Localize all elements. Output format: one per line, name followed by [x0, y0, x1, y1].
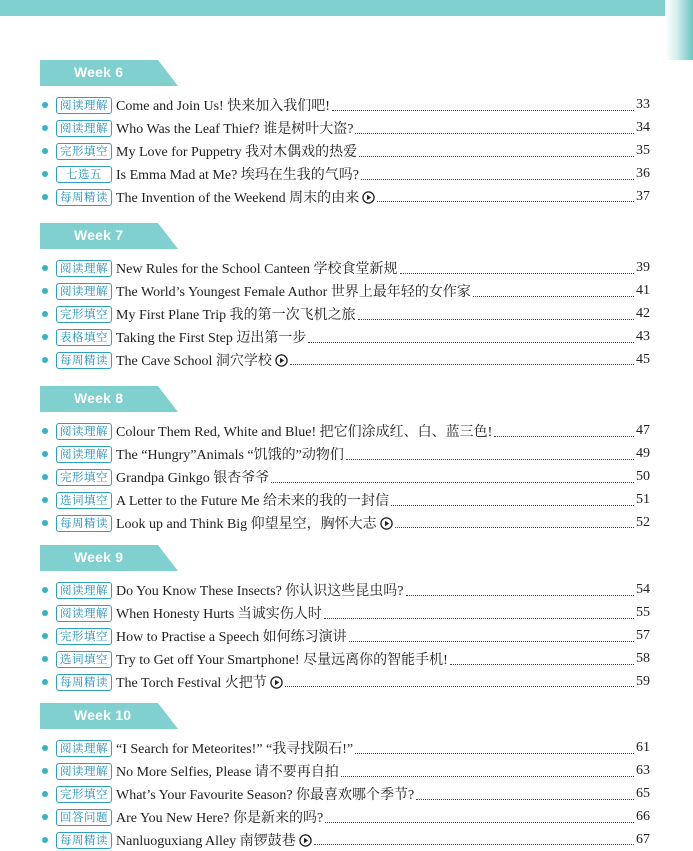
toc-entry[interactable] — [40, 140, 650, 163]
page-number[interactable]: 39 — [636, 260, 650, 276]
audio-play-icon — [380, 517, 393, 530]
dot-leader — [450, 663, 634, 665]
page-number[interactable]: 66 — [636, 809, 650, 825]
exercise-type-badge: 完形填空 — [56, 628, 112, 645]
exercise-type-badge: 每周精读 — [56, 832, 112, 849]
week-tab — [40, 386, 180, 412]
bullet-dot-icon — [42, 656, 48, 662]
exercise-type-badge: 完形填空 — [56, 143, 112, 160]
week-label: Week 8 — [74, 390, 124, 406]
exercise-type-badge: 阅读理解 — [56, 97, 112, 114]
dot-leader — [416, 798, 634, 800]
audio-play-icon — [270, 676, 283, 689]
exercise-type-badge: 阅读理解 — [56, 446, 112, 463]
exercise-type-badge: 选词填空 — [56, 651, 112, 668]
week-section — [40, 703, 650, 851]
bullet-dot-icon — [42, 428, 48, 434]
dot-leader — [377, 200, 634, 202]
entry-list — [40, 737, 650, 851]
dot-leader — [349, 640, 634, 642]
entry-title[interactable]: No More Selfies, Please 请不要再自拍 — [116, 765, 339, 781]
bullet-dot-icon — [42, 148, 48, 154]
entry-list — [40, 94, 650, 208]
dot-leader — [395, 526, 634, 528]
exercise-type-badge: 每周精读 — [56, 515, 112, 532]
bullet-dot-icon — [42, 102, 48, 108]
exercise-type-badge: 阅读理解 — [56, 740, 112, 757]
page-number[interactable]: 41 — [636, 283, 650, 299]
page-number[interactable]: 67 — [636, 832, 650, 847]
page-number[interactable]: 34 — [636, 120, 650, 136]
page-number[interactable]: 63 — [636, 763, 650, 779]
entry-list — [40, 420, 650, 534]
toc-entry[interactable] — [40, 602, 650, 625]
toc-entry[interactable] — [40, 737, 650, 760]
entry-title[interactable]: The World’s Youngest Female Author 世界上最年轻的女作家 — [116, 285, 471, 301]
week-label: Week 10 — [74, 707, 132, 723]
exercise-type-badge: 阅读理解 — [56, 763, 112, 780]
audio-play-icon — [362, 191, 375, 204]
dot-leader — [341, 775, 634, 777]
entry-title[interactable]: Look up and Think Big 仰望星空，胸怀大志 — [116, 517, 377, 532]
toc-entry[interactable] — [40, 257, 650, 280]
page-number[interactable]: 65 — [636, 786, 650, 802]
toc-entry[interactable] — [40, 466, 650, 489]
audio-play-icon — [275, 354, 288, 367]
bullet-dot-icon — [42, 194, 48, 200]
dot-leader — [473, 295, 634, 297]
bullet-dot-icon — [42, 288, 48, 294]
dot-leader — [494, 435, 634, 437]
week-section — [40, 223, 650, 371]
page-number[interactable]: 45 — [636, 352, 650, 367]
toc-entry[interactable] — [40, 303, 650, 326]
page-number[interactable]: 59 — [636, 674, 650, 689]
toc-entry[interactable] — [40, 163, 650, 186]
page-number[interactable]: 52 — [636, 515, 650, 530]
exercise-type-badge: 阅读理解 — [56, 283, 112, 300]
dot-leader — [271, 481, 634, 483]
exercise-type-badge: 阅读理解 — [56, 582, 112, 599]
bullet-dot-icon — [42, 768, 48, 774]
toc-entry[interactable] — [40, 625, 650, 648]
dot-leader — [406, 594, 635, 596]
entry-title[interactable]: Taking the First Step 迈出第一步 — [116, 331, 307, 347]
dot-leader — [346, 458, 634, 460]
entry-title[interactable]: The Invention of the Weekend 周末的由来 — [116, 191, 360, 206]
top-color-band — [0, 0, 693, 16]
bullet-dot-icon — [42, 791, 48, 797]
bullet-dot-icon — [42, 171, 48, 177]
toc-entry[interactable] — [40, 579, 650, 602]
exercise-type-badge: 每周精读 — [56, 352, 112, 369]
entry-title[interactable]: Try to Get off Your Smartphone! 尽量远离你的智能手机! — [116, 653, 448, 669]
week-label: Week 9 — [74, 549, 124, 565]
toc-entry[interactable] — [40, 671, 650, 694]
entry-title[interactable]: My Love for Puppetry 我对木偶戏的热爱 — [116, 145, 358, 161]
page-number[interactable]: 51 — [636, 492, 650, 508]
entry-title[interactable]: The “Hungry”Animals “饥饿的”动物们 — [116, 448, 344, 464]
exercise-type-badge: 阅读理解 — [56, 120, 112, 137]
exercise-type-badge: 回答问题 — [56, 809, 112, 826]
page-number[interactable]: 43 — [636, 329, 650, 345]
page-number[interactable]: 54 — [636, 582, 650, 598]
entry-title[interactable]: New Rules for the School Canteen 学校食堂新规 — [116, 262, 398, 278]
page-number[interactable]: 50 — [636, 469, 650, 485]
exercise-type-badge: 完形填空 — [56, 306, 112, 323]
page-number[interactable]: 35 — [636, 143, 650, 159]
entry-title[interactable]: Grandpa Ginkgo 银杏爷爷 — [116, 471, 270, 487]
exercise-type-badge: 阅读理解 — [56, 260, 112, 277]
dot-leader — [400, 272, 634, 274]
dot-leader — [358, 318, 634, 320]
bullet-dot-icon — [42, 745, 48, 751]
toc-entry[interactable] — [40, 648, 650, 671]
week-tab — [40, 545, 180, 571]
toc-entry[interactable] — [40, 117, 650, 140]
toc-entry[interactable] — [40, 186, 650, 209]
week-label: Week 7 — [74, 227, 124, 243]
page-number[interactable]: 55 — [636, 605, 650, 621]
exercise-type-badge: 七选五 — [56, 166, 112, 183]
toc-entry[interactable] — [40, 829, 650, 851]
week-label: Week 6 — [74, 64, 124, 80]
entry-title[interactable]: My First Plane Trip 我的第一次飞机之旅 — [116, 308, 356, 324]
bullet-dot-icon — [42, 311, 48, 317]
exercise-type-badge: 每周精读 — [56, 189, 112, 206]
dot-leader — [361, 178, 634, 180]
dot-leader — [290, 363, 634, 365]
dot-leader — [391, 504, 634, 506]
bullet-dot-icon — [42, 633, 48, 639]
dot-leader — [308, 341, 634, 343]
page-number[interactable]: 49 — [636, 446, 650, 462]
page-number[interactable]: 58 — [636, 651, 650, 667]
week-tab — [40, 703, 180, 729]
page-number[interactable]: 33 — [636, 97, 650, 113]
week-tab — [40, 223, 180, 249]
bullet-dot-icon — [42, 520, 48, 526]
page-number[interactable]: 61 — [636, 740, 650, 756]
bullet-dot-icon — [42, 334, 48, 340]
entry-title[interactable]: The Cave School 洞穴学校 — [116, 354, 272, 369]
week-tab — [40, 60, 180, 86]
entry-title[interactable]: When Honesty Hurts 当诚实伤人时 — [116, 607, 322, 623]
bullet-dot-icon — [42, 837, 48, 843]
entry-list — [40, 579, 650, 693]
entry-title[interactable]: What’s Your Favourite Season? 你最喜欢哪个季节? — [116, 788, 415, 804]
week-section — [40, 386, 650, 534]
toc-entry[interactable] — [40, 349, 650, 372]
page-number[interactable]: 47 — [636, 423, 650, 439]
toc-entry[interactable] — [40, 443, 650, 466]
page-edge-shade — [665, 0, 693, 60]
entry-list — [40, 257, 650, 371]
week-section — [40, 545, 650, 693]
dot-leader — [314, 843, 634, 845]
toc-entry[interactable] — [40, 280, 650, 303]
page-number[interactable]: 36 — [636, 166, 650, 182]
exercise-type-badge: 阅读理解 — [56, 423, 112, 440]
toc-entry[interactable] — [40, 760, 650, 783]
dot-leader — [324, 617, 634, 619]
week-section — [40, 60, 650, 208]
toc-entry[interactable] — [40, 512, 650, 535]
entry-title[interactable]: Do You Know These Insects? 你认识这些昆虫吗? — [116, 584, 404, 600]
dot-leader — [325, 821, 634, 823]
bullet-dot-icon — [42, 587, 48, 593]
entry-title[interactable]: Come and Join Us! 快来加入我们吧! — [116, 99, 330, 115]
bullet-dot-icon — [42, 125, 48, 131]
toc-entry[interactable] — [40, 94, 650, 117]
toc-entry[interactable] — [40, 806, 650, 829]
exercise-type-badge: 阅读理解 — [56, 605, 112, 622]
bullet-dot-icon — [42, 814, 48, 820]
entry-title[interactable]: Nanluoguxiang Alley 南锣鼓巷 — [116, 834, 296, 849]
entry-title[interactable]: How to Practise a Speech 如何练习演讲 — [116, 630, 347, 646]
dot-leader — [355, 752, 634, 754]
entry-title[interactable]: Who Was the Leaf Thief? 谁是树叶大盗? — [116, 122, 354, 138]
entry-title[interactable]: Colour Them Red, White and Blue! 把它们涂成红、白、蓝三色! — [116, 425, 493, 441]
entry-title[interactable]: A Letter to the Future Me 给未来的我的一封信 — [116, 494, 389, 510]
bullet-dot-icon — [42, 610, 48, 616]
exercise-type-badge: 完形填空 — [56, 469, 112, 486]
bullet-dot-icon — [42, 265, 48, 271]
audio-play-icon — [299, 834, 312, 847]
entry-title[interactable]: Is Emma Mad at Me? 埃玛在生我的气吗? — [116, 168, 360, 184]
dot-leader — [285, 685, 634, 687]
exercise-type-badge: 选词填空 — [56, 492, 112, 509]
toc-entry[interactable] — [40, 420, 650, 443]
exercise-type-badge: 完形填空 — [56, 786, 112, 803]
bullet-dot-icon — [42, 357, 48, 363]
toc-entry[interactable] — [40, 783, 650, 806]
dot-leader — [359, 155, 634, 157]
exercise-type-badge: 每周精读 — [56, 674, 112, 691]
bullet-dot-icon — [42, 497, 48, 503]
exercise-type-badge: 表格填空 — [56, 329, 112, 346]
toc-entry[interactable] — [40, 489, 650, 512]
page-number[interactable]: 37 — [636, 189, 650, 204]
dot-leader — [355, 132, 634, 134]
entry-title[interactable]: Are You New Here? 你是新来的吗? — [116, 811, 324, 827]
page-number[interactable]: 42 — [636, 306, 650, 322]
page-number[interactable]: 57 — [636, 628, 650, 644]
bullet-dot-icon — [42, 679, 48, 685]
toc-entry[interactable] — [40, 326, 650, 349]
bullet-dot-icon — [42, 474, 48, 480]
entry-title[interactable]: The Torch Festival 火把节 — [116, 676, 267, 691]
bullet-dot-icon — [42, 451, 48, 457]
entry-title[interactable]: “I Search for Meteorites!” “我寻找陨石!” — [116, 742, 354, 758]
dot-leader — [332, 109, 634, 111]
